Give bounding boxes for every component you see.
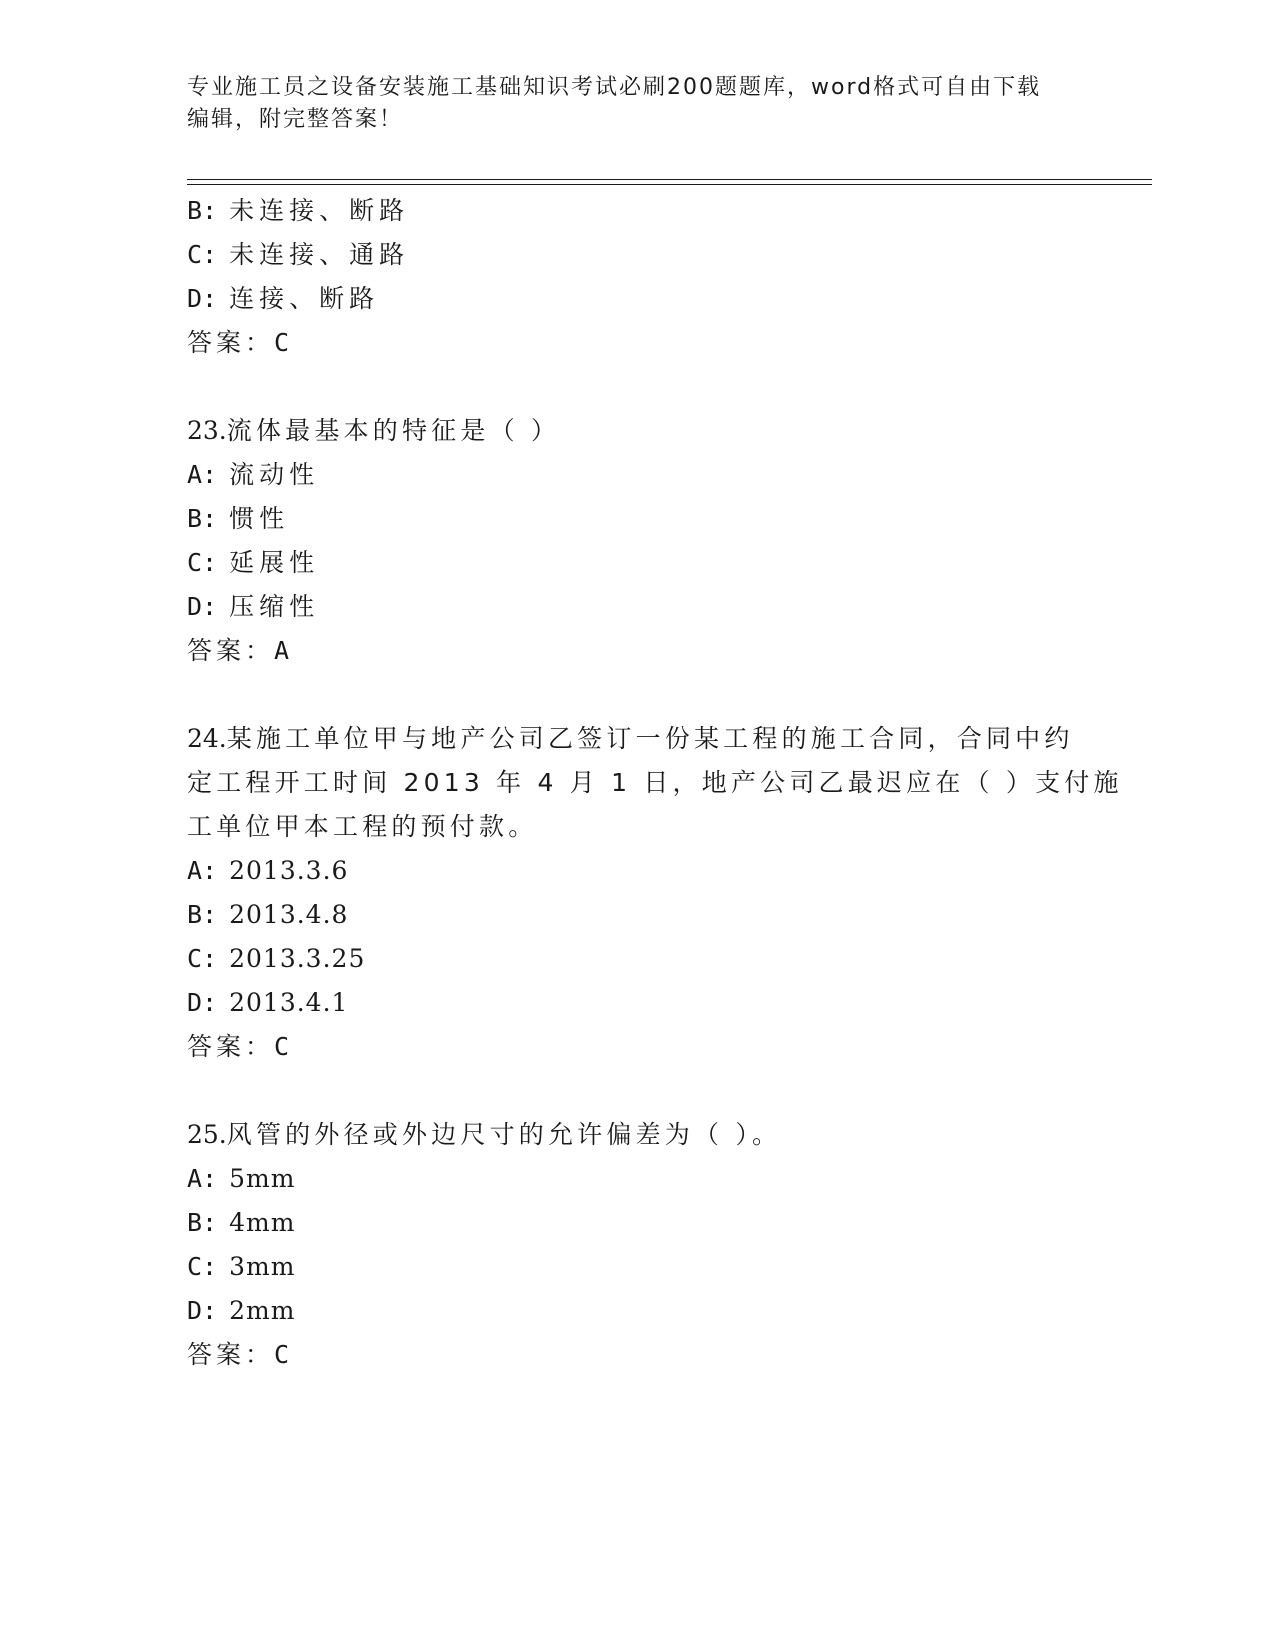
q24-option-d [187,988,348,1018]
question-text: 流体最基本的特征是（ ） [226,416,561,445]
q25-stem [187,1120,781,1150]
option-label: C: [187,944,218,973]
q23-option-b [187,504,289,534]
header-divider-top [187,179,1152,180]
option-label: A: [187,460,218,489]
answer-value: C [274,1032,290,1061]
option-label: C: [187,240,218,269]
option-text: 4mm [229,1208,296,1237]
q24-option-a [187,856,348,886]
answer-value: C [274,328,290,357]
option-label: C: [187,548,218,577]
option-text: 连接、断路 [229,284,380,313]
option-label: A: [187,1164,218,1193]
answer-value: C [274,1340,290,1369]
option-label: D: [187,592,218,621]
option-label: C: [187,1252,218,1281]
option-text: 未连接、通路 [229,240,410,269]
q23-option-d [187,592,319,622]
option-text: 延展性 [229,548,320,577]
question-text: 风管的外径或外边尺寸的允许偏差为（ ）。 [226,1120,782,1149]
q25-option-a [187,1164,295,1194]
option-label: D: [187,988,218,1017]
q24-stem-line-3 [187,812,537,842]
answer-label: 答案： [187,1340,275,1369]
option-text: 流动性 [229,460,320,489]
question-text: 定工程开工时间 2013 年 4 月 1 日，地产公司乙最迟应在（ ）支付施 [187,768,1123,797]
answer-label: 答案： [187,1032,275,1061]
option-text: 2013.4.8 [229,900,349,929]
q24-option-b [187,900,348,930]
answer-label: 答案： [187,328,275,357]
option-text: 2013.4.1 [229,988,349,1017]
option-text: 惯性 [229,504,290,533]
question-text: 工单位甲本工程的预付款。 [187,812,538,841]
q24-stem-line-2 [187,768,1123,798]
q25-answer [187,1340,289,1370]
q23-option-c [187,548,319,578]
q22-option-c [187,240,409,270]
option-label: B: [187,504,218,533]
option-label: B: [187,900,218,929]
answer-label: 答案： [187,636,275,665]
document-header [187,72,1067,136]
question-number: 24. [187,724,227,753]
q25-option-d [187,1296,295,1326]
q25-option-c [187,1252,295,1282]
question-text: 某施工单位甲与地产公司乙签订一份某工程的施工合同，合同中约 [226,724,1074,753]
option-label: A: [187,856,218,885]
option-label: B: [187,196,218,225]
option-text: 2013.3.6 [229,856,349,885]
q22-option-b [187,196,409,226]
option-text: 未连接、断路 [229,196,410,225]
q23-stem [187,416,560,446]
option-text: 2mm [229,1296,296,1325]
question-number: 23. [187,416,227,445]
q24-answer [187,1032,289,1062]
q24-stem-line-1 [187,724,1074,754]
option-text: 2013.3.25 [229,944,366,973]
q22-option-d [187,284,379,314]
option-text: 5mm [229,1164,296,1193]
option-label: D: [187,1296,218,1325]
q23-option-a [187,460,319,490]
q23-answer [187,636,289,666]
q25-option-b [187,1208,295,1238]
q24-option-c [187,944,365,974]
header-divider-bottom [187,184,1152,185]
question-number: 25. [187,1120,227,1149]
answer-value: A [274,636,290,665]
option-text: 压缩性 [229,592,320,621]
option-text: 3mm [229,1252,296,1281]
header-title-line-2: 编辑，附完整答案！ [187,107,404,132]
option-label: D: [187,284,218,313]
q22-answer [187,328,289,358]
header-title-line-1: 专业施工员之设备安装施工基础知识考试必刷200题题库，word格式可自由下载 [187,75,1042,100]
option-label: B: [187,1208,218,1237]
